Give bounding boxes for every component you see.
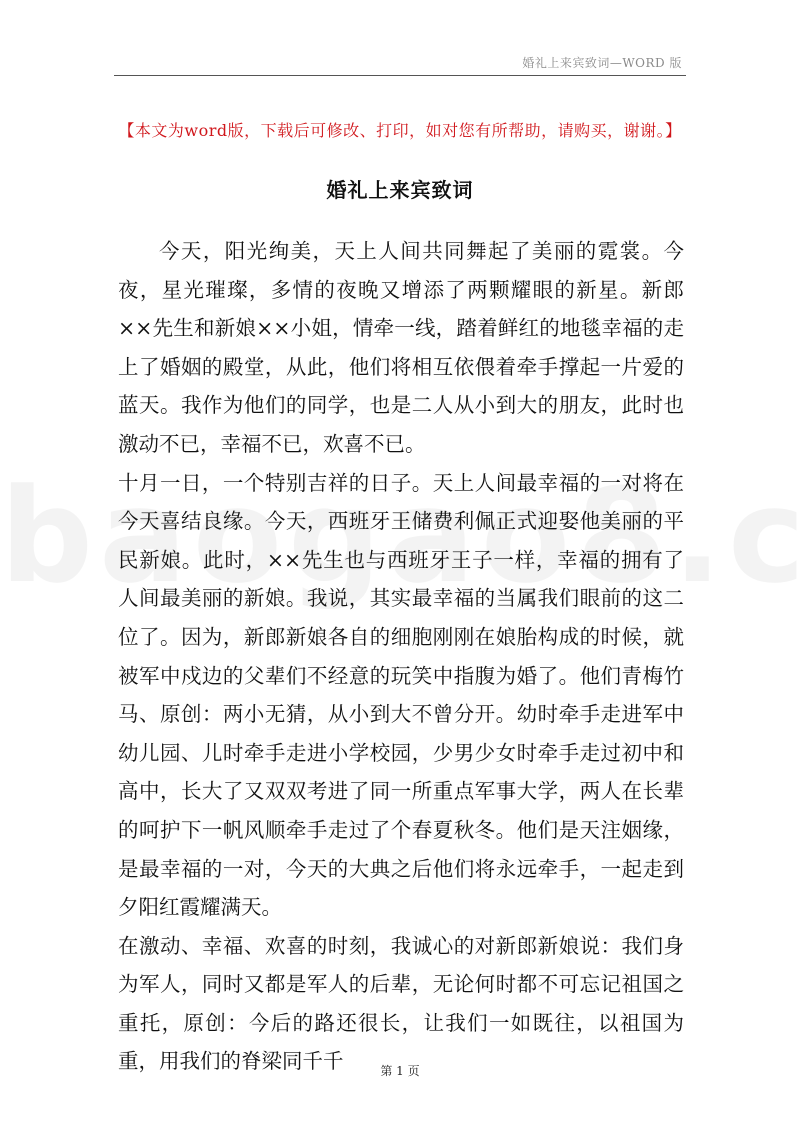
document-body: [118, 232, 684, 1081]
header-divider: [114, 75, 686, 76]
page-title: 婚礼上来宾致词: [326, 178, 474, 202]
page-number: 第 1 页: [380, 1064, 420, 1078]
paragraph-3: 在激动、幸福、欢喜的时刻，我诚心的对新郎新娘说：我们身为军人，同时又都是军人的后辈，无论何时都不可忘记祖国之重托，原创：今后的路还很长，让我们一如既往，以祖国为重，用我们的脊梁同千千: [118, 933, 684, 1074]
paragraph-1: 今天，阳光绚美，天上人间共同舞起了美丽的霓裳。今夜，星光璀璨，多情的夜晚又增添了两颗耀眼的新星。新郎××先生和新娘××小姐，情牵一线，踏着鲜红的地毯幸福的走上了婚姻的殿堂，从此，他们将相互依偎着牵手撑起一片爱的蓝天。我作为他们的同学，也是二人从小到大的朋友，此时也激动不已，幸福不已，欢喜不已。: [118, 239, 684, 456]
paragraph-2: 十月一日，一个特别吉祥的日子。天上人间最幸福的一对将在今天喜结良缘。今天，西班牙王储费利佩正式迎娶他美丽的平民新娘。此时，××先生也与西班牙王子一样，幸福的拥有了人间最美丽的新娘。我说，其实最幸福的当属我们眼前的这二位了。因为，新郎新娘各自的细胞刚刚在娘胎构成的时候，就被军中戍边的父辈们不经意的玩笑中指腹为婚了。他们青梅竹马、原创：两小无猜，从小到大不曾分开。幼时牵手走进军中幼儿园、儿时牵手走进小学校园，少男少女时牵手走过初中和高中，长大了又双双考进了同一所重点军事大学，两人在长辈的呵护下一帆风顺牵手走过了个春夏秋冬。他们是天注姻缘，是最幸福的一对，今天的大典之后他们将永远牵手，一起走到夕阳红霞耀满天。: [118, 470, 684, 920]
header-document-label: 婚礼上来宾致词—WORD 版: [522, 56, 682, 70]
purchase-notice: 【本文为word版，下载后可修改、打印，如对您有所帮助，请购买，谢谢。】: [118, 121, 682, 140]
